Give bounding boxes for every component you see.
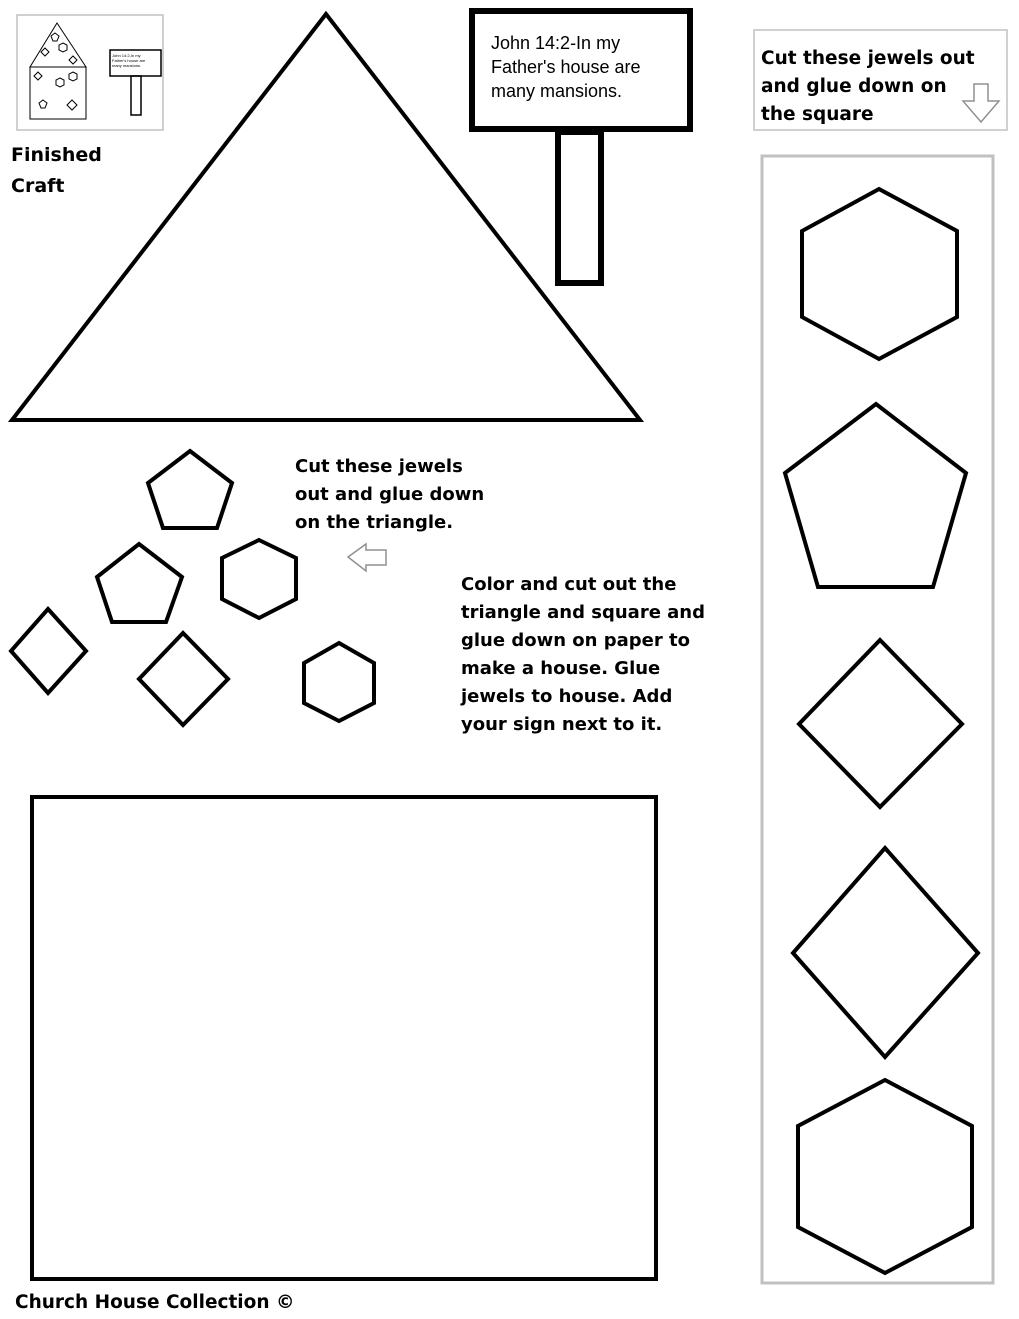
jewel-diamond[interactable] <box>11 609 86 693</box>
jewel-hexagon[interactable] <box>222 540 296 618</box>
mini-house-icon <box>30 23 86 119</box>
triangle-jewels-instruction: Cut these jewels out and glue down on the triangle. <box>295 456 485 533</box>
jewel-pentagon[interactable] <box>785 404 966 587</box>
sign-verse-text: John 14:2-In my Father's house are many mansions. <box>491 33 641 101</box>
jewel-pentagon[interactable] <box>97 544 182 622</box>
jewel-hexagon[interactable] <box>304 643 374 721</box>
jewel-hexagon[interactable] <box>798 1080 972 1273</box>
jewel-diamond[interactable] <box>799 640 962 807</box>
mini-sign-text: John 14:2-In my Father's house are many mansions. <box>112 53 146 68</box>
square-jewels-instruction: Cut these jewels out and glue down on the square <box>761 48 975 125</box>
jewel-hexagon[interactable] <box>802 189 957 359</box>
footer-copyright: Church House Collection © <box>15 1292 295 1313</box>
jewel-diamond[interactable] <box>139 633 228 725</box>
jewel-pentagon[interactable] <box>148 451 232 528</box>
jewel-diamond[interactable] <box>793 848 978 1057</box>
left-arrow-icon <box>348 544 386 571</box>
sign-post[interactable] <box>558 132 601 283</box>
finished-craft-label: Finished Craft <box>11 144 102 197</box>
house-square[interactable] <box>32 797 656 1279</box>
main-instructions: Color and cut out the triangle and square and glue down on paper to make a house. Glue jewels to house. Add your sign next to it. <box>461 574 706 735</box>
